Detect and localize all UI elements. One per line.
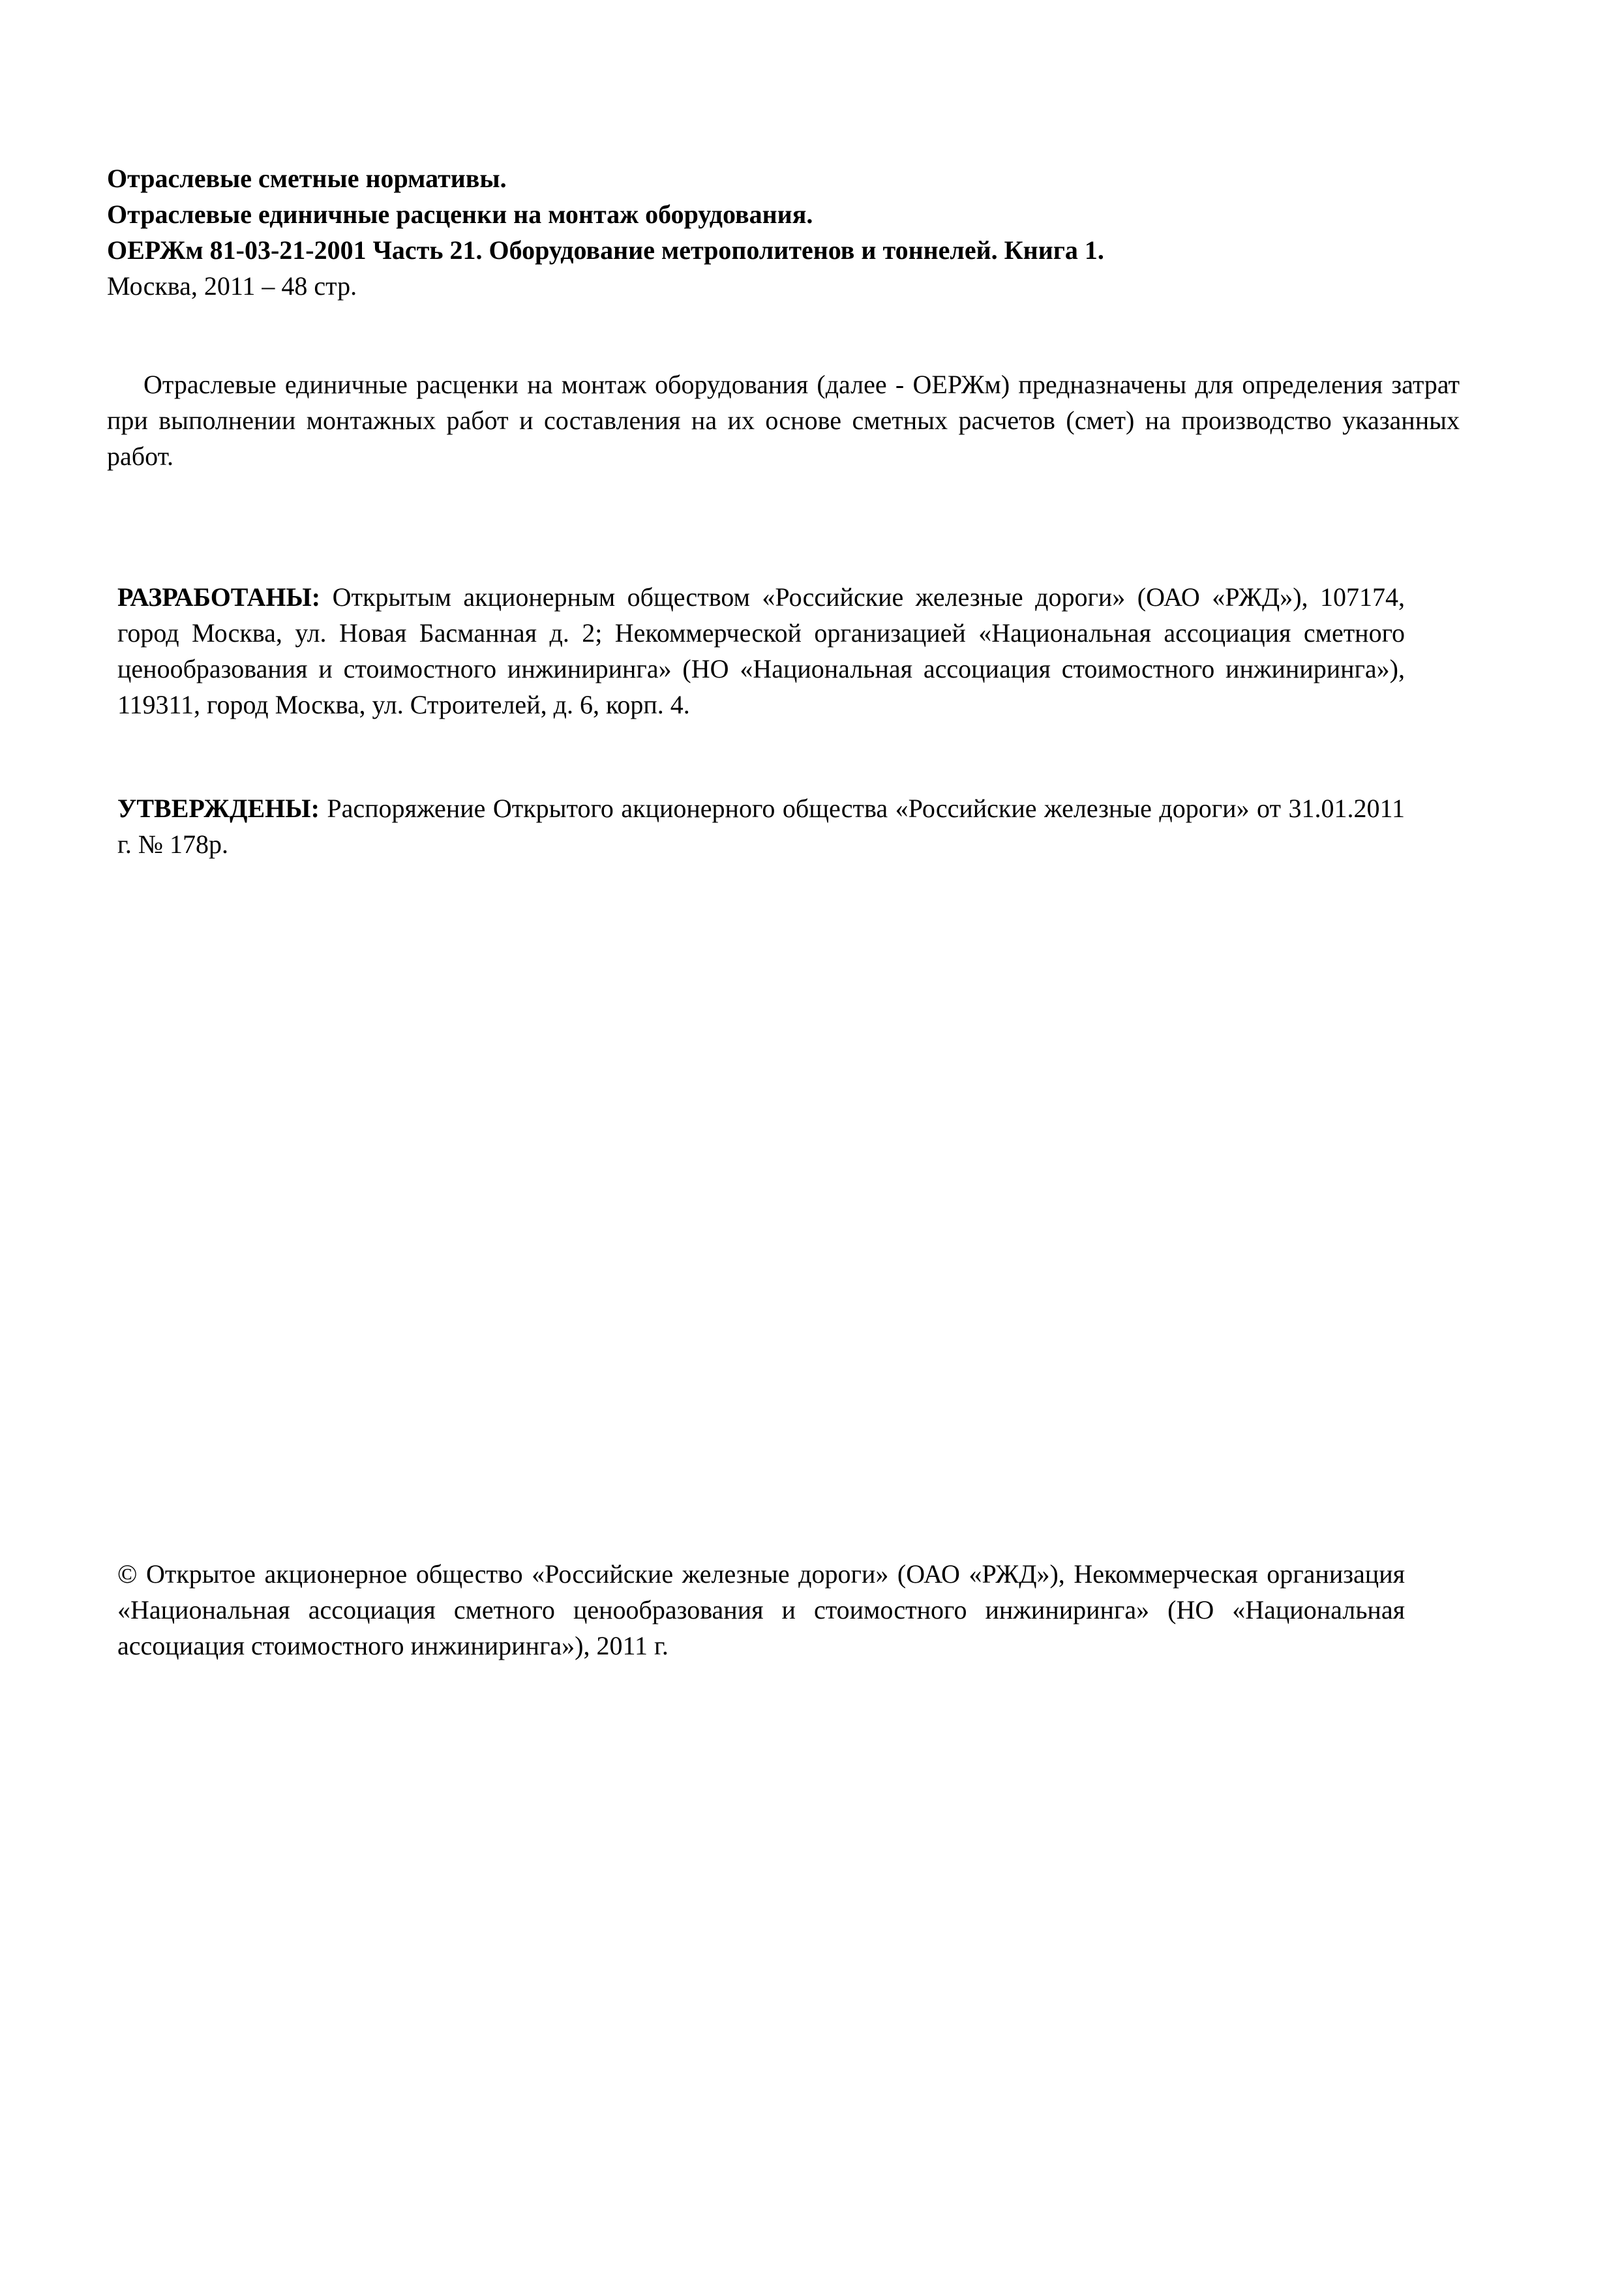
header-publication-info: Москва, 2011 – 48 стр. [107,271,357,301]
copyright-paragraph: © Открытое акционерное общество «Российские железные дороги» (ОАО «РЖД»), Некоммерческая организация «Национальная ассоциация сметного ценообразования и стоимостного инжиниринга» (НО «Национальная ассоциация стоимостного инжиниринга»), 2011 г. [117,1559,1405,1660]
header-title-line-2: Отраслевые единичные расценки на монтаж оборудования. [107,200,813,229]
intro-paragraph: Отраслевые единичные расценки на монтаж оборудования (далее - ОЕРЖм) предназначены для определения затрат при выполнении монтажных работ и составления на их основе сметных расчетов (смет) на производство указанных работ. [107,370,1460,471]
header-title-line-1: Отраслевые сметные нормативы. [107,164,507,193]
developed-label: РАЗРАБОТАНЫ: [117,582,321,612]
approved-label: УТВЕРЖДЕНЫ: [117,794,320,823]
developed-paragraph [117,579,1405,723]
document-header [107,160,1477,304]
approved-text: Распоряжение Открытого акционерного общества «Российские железные дороги» от 31.01.2011 г. № 178р. [117,794,1406,859]
header-title-line-3: ОЕРЖм 81-03-21-2001 Часть 21. Оборудование метрополитенов и тоннелей. Книга 1. [107,235,1104,265]
developed-text: Открытым акционерным обществом «Российские железные дороги» (ОАО «РЖД»), 107174, город Москва, ул. Новая Басманная д. 2; Некоммерческой организацией «Национальная ассоциация сметного ценообразования и стоимостного инжиниринга» (НО «Национальная ассоциация стоимостного инжиниринга»), 119311, город Москва, ул. Строителей, д. 6, корп. 4. [117,582,1406,719]
approved-paragraph [117,790,1405,862]
